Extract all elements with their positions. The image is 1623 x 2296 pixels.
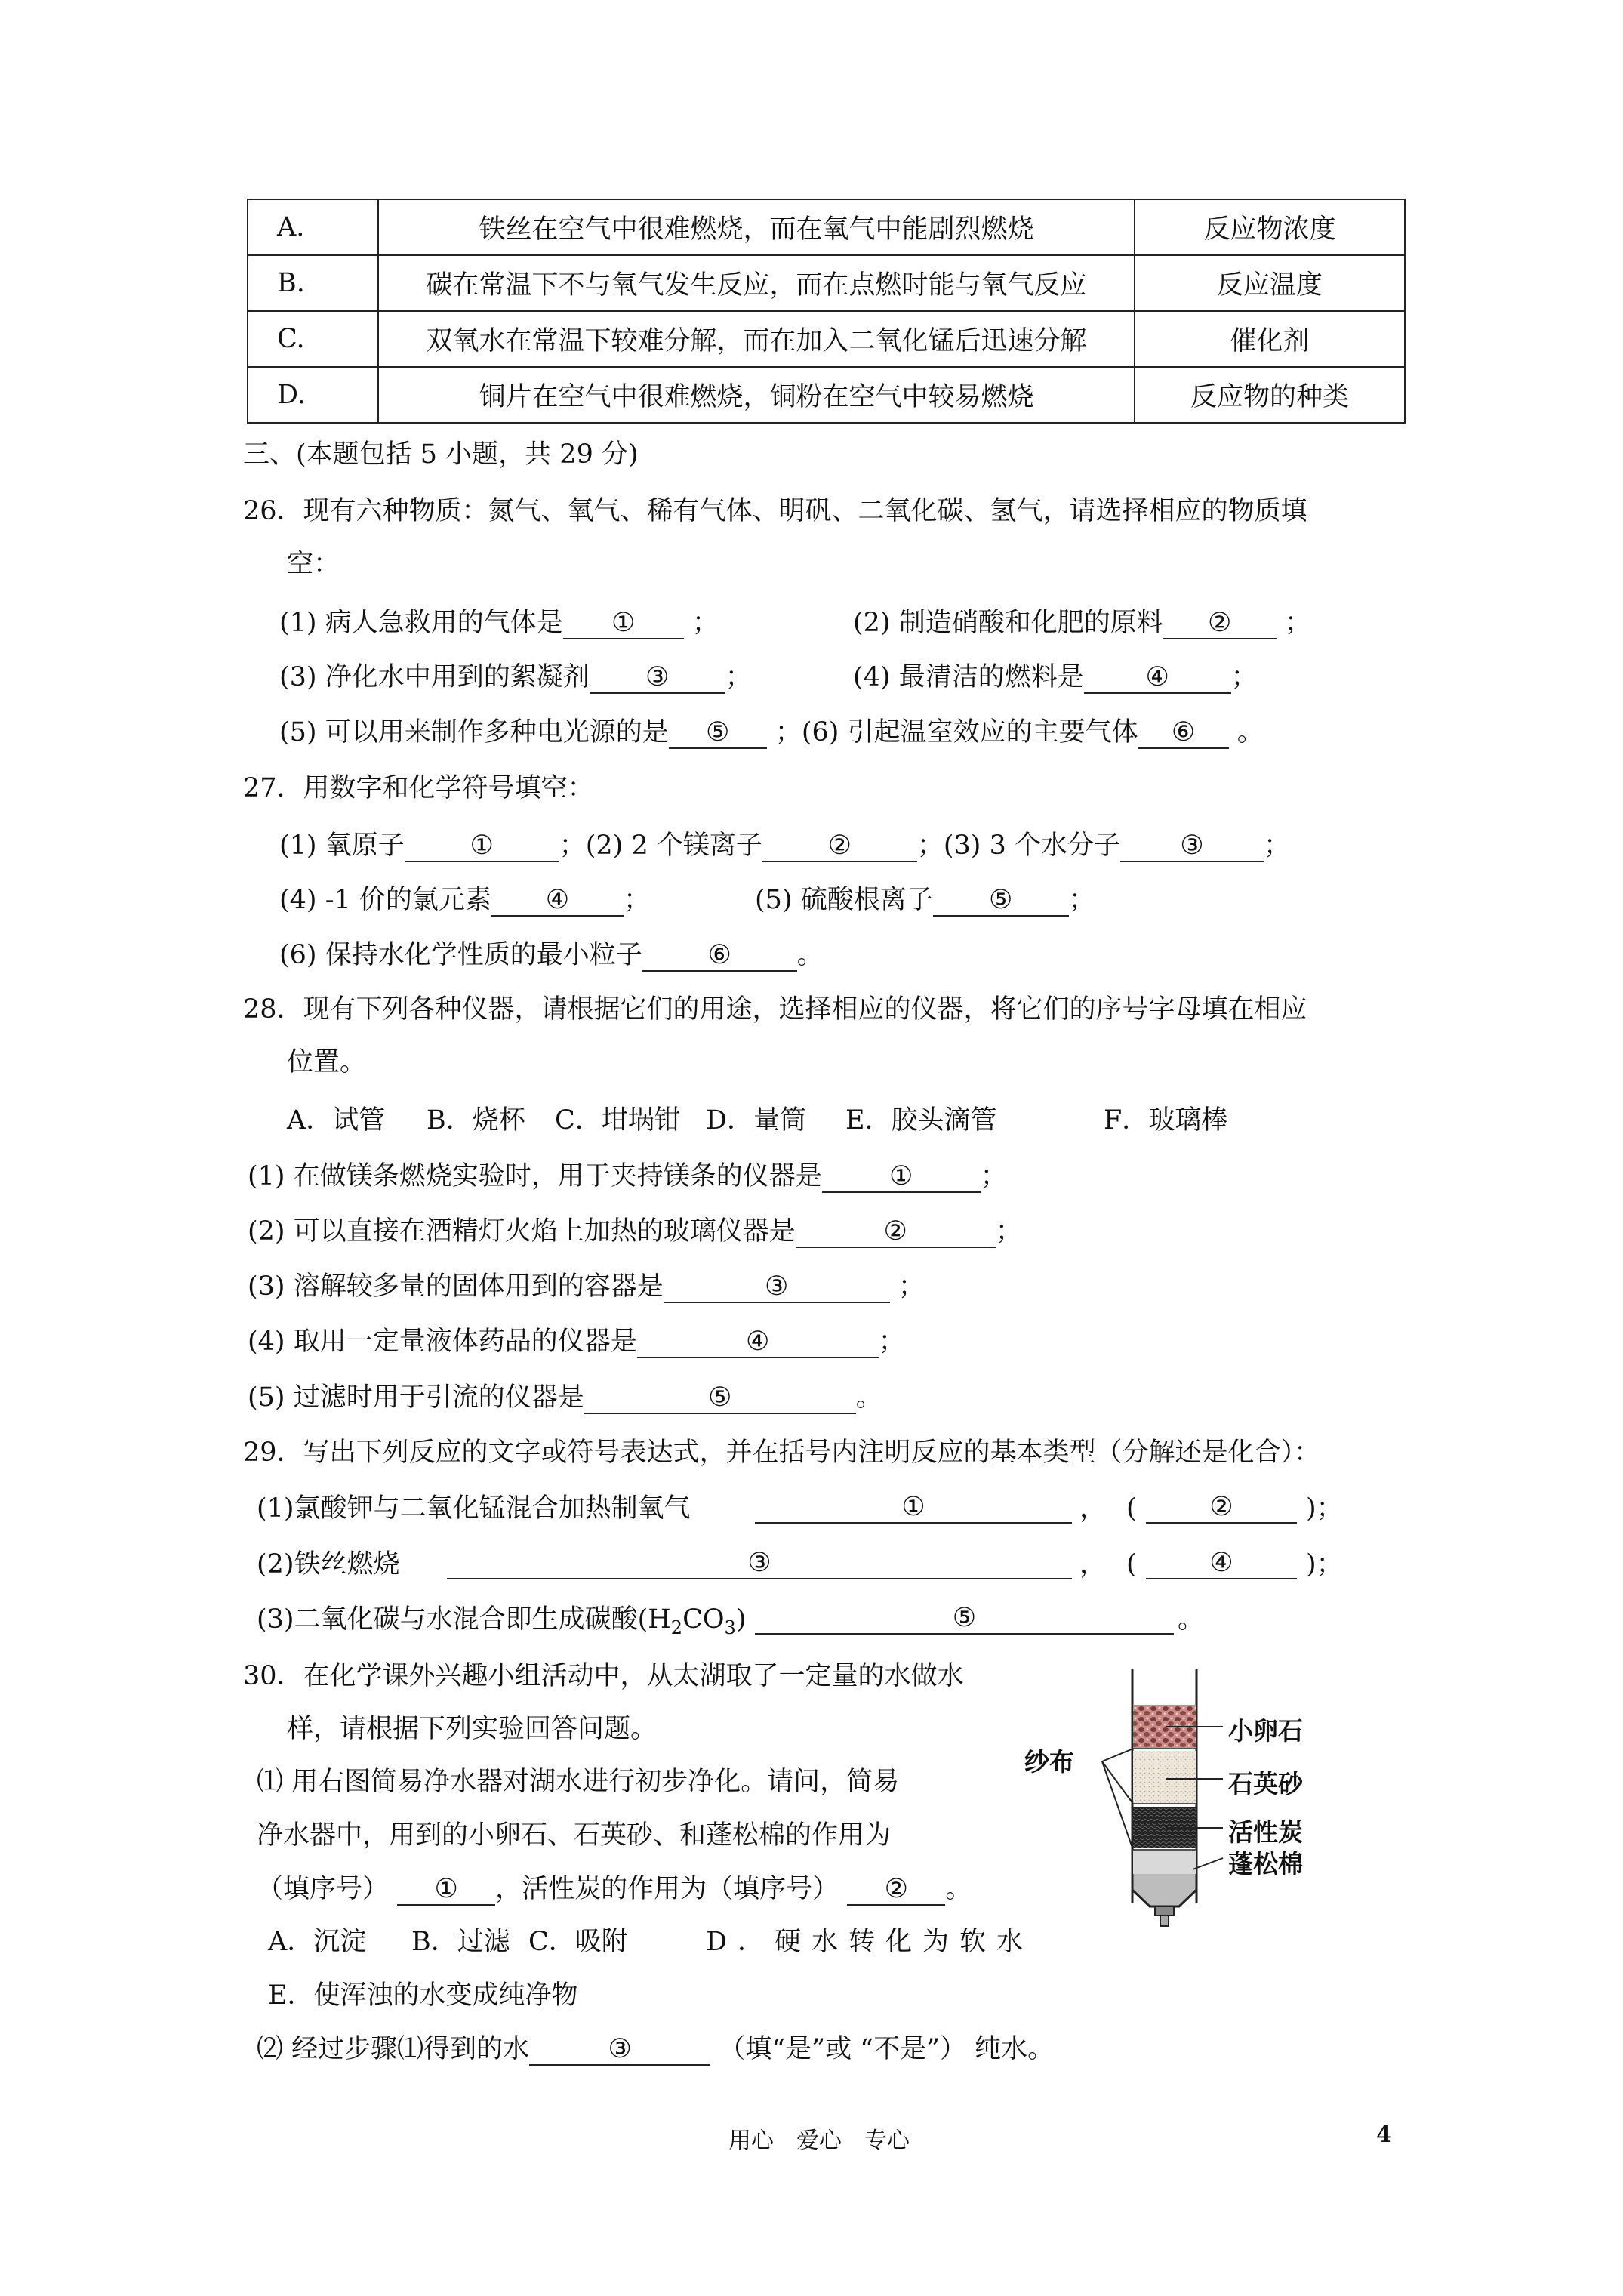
answer-blank[interactable]: ② [847, 1874, 945, 1906]
q26-item-1: (1) 病人急救用的气体是 ① ； [279, 608, 719, 638]
answer-blank[interactable]: ② [1163, 608, 1277, 639]
factor-table [247, 199, 1406, 424]
answer-blank[interactable]: ③ [664, 1271, 890, 1303]
q26-stem: 26．现有六种物质：氮气、氧气、稀有气体、明矾、二氧化碳、氢气，请选择相应的物质填 [243, 496, 1307, 526]
q30-option-a: A．沉淀 [268, 1927, 367, 1957]
answer-blank[interactable]: ⑤ [933, 885, 1069, 917]
q29-paren-open: ( [1126, 1549, 1137, 1579]
q30-part1-line1: ⑴ 用右图简易净水器对湖水进行初步净化。请问，简易 [257, 1767, 900, 1797]
q29-item-2: (2)铁丝燃烧 [257, 1549, 400, 1579]
label-pebble: 小卵石 [1228, 1716, 1303, 1746]
q30-option-b: B．过滤 [411, 1927, 510, 1957]
row-description: 铜片在空气中很难燃烧，铜粉在空气中较易燃烧 [378, 367, 1135, 423]
q29-end: 。 [1178, 1604, 1205, 1635]
row-factor: 催化剂 [1135, 311, 1405, 367]
answer-blank[interactable]: ① [755, 1492, 1072, 1524]
answer-blank[interactable]: ⑤ [755, 1603, 1174, 1635]
q28-stem: 28．现有下列各种仪器，请根据它们的用途，选择相应的仪器，将它们的序号字母填在相应 [243, 994, 1307, 1025]
q29-stem: 29．写出下列反应的文字或符号表达式，并在括号内注明反应的基本类型（分解还是化合）： [243, 1438, 1321, 1468]
row-description: 碳在常温下不与氧气发生反应，而在点燃时能与氧气反应 [378, 255, 1135, 311]
q26-item-5: (5) 可以用来制作多种电光源的是 ⑤ ；(6) 引起温室效应的主要气体 ⑥ 。 [279, 717, 1264, 747]
q28-item-5: (5) 过滤时用于引流的仪器是 ⑤ 。 [248, 1382, 882, 1413]
answer-blank[interactable]: ④ [637, 1327, 879, 1358]
q28-item-4: (4) 取用一定量液体药品的仪器是 ④ ； [248, 1327, 905, 1357]
answer-blank[interactable]: ② [796, 1216, 996, 1248]
q27-item-6: (6) 保持水化学性质的最小粒子 ⑥ 。 [279, 940, 824, 970]
water-filter-diagram [1024, 1663, 1310, 1931]
label-sand: 石英砂 [1228, 1769, 1303, 1798]
table-row [248, 255, 1405, 311]
q30-part2: ⑵ 经过步骤⑴得到的水 ③ （填“是”或 “不是”） 纯水。 [257, 2034, 1055, 2064]
q28-stem-cont: 位置。 [287, 1047, 367, 1077]
q26-item-2: (2) 制造硝酸和化肥的原料 ② ； [853, 608, 1311, 638]
chemical-formula: $(H_2CO_3)$ [637, 1604, 747, 1638]
q30-stem-cont: 样，请根据下列实验回答问题。 [287, 1714, 658, 1744]
q30-part1-line2: 净水器中，用到的小卵石、石英砂、和蓬松棉的作用为 [257, 1820, 892, 1851]
table-row [248, 367, 1405, 423]
q28-option-c: C．坩埚钳 [555, 1105, 681, 1136]
q29-comma: ， [1079, 1549, 1107, 1579]
label-cloth: 纱布 [1024, 1747, 1074, 1777]
answer-blank[interactable]: ③ [590, 662, 725, 694]
q30-option-e: E．使浑浊的水变成纯净物 [268, 1980, 578, 2011]
footer-motto: 用心 爱心 专心 [728, 2128, 910, 2154]
row-label: B. [248, 255, 378, 311]
answer-blank[interactable]: ⑥ [1138, 717, 1229, 749]
answer-blank[interactable]: ④ [1146, 1548, 1297, 1579]
q27-item-5: (5) 硫酸根离子 ⑤ ； [755, 885, 1095, 915]
q26-stem-cont: 空： [287, 549, 340, 579]
row-factor: 反应物的种类 [1135, 367, 1405, 423]
q30-part1-line3: （填序号） ① ，活性炭的作用为（填序号） ② 。 [257, 1874, 972, 1904]
q30-option-c: C．吸附 [528, 1927, 628, 1957]
section-heading: 三、(本题包括 5 小题，共 29 分) [243, 439, 639, 470]
row-label: A. [248, 199, 378, 255]
q28-option-e: E．胶头滴管 [845, 1105, 997, 1136]
q28-item-1: (1) 在做镁条燃烧实验时，用于夹持镁条的仪器是 ① ； [248, 1161, 1007, 1191]
answer-blank[interactable]: ① [405, 831, 559, 862]
row-description: 铁丝在空气中很难燃烧，而在氧气中能剧烈燃烧 [378, 199, 1135, 255]
answer-blank[interactable]: ⑤ [669, 717, 767, 749]
answer-blank[interactable]: ① [563, 608, 684, 639]
q26-item-4: (4) 最清洁的燃料是 ④ ； [853, 662, 1258, 692]
q27-row-1: (1) 氧原子 ① ；(2) 2 个镁离子 ② ；(3) 3 个水分子 ③ ； [279, 831, 1290, 861]
q28-option-a: A．试管 [287, 1105, 386, 1136]
answer-blank[interactable]: ② [762, 831, 917, 862]
q28-option-b: B．烧杯 [427, 1105, 525, 1136]
row-factor: 反应物浓度 [1135, 199, 1405, 255]
q29-item-1: (1)氯酸钾与二氧化锰混合加热制氧气 [257, 1493, 691, 1524]
q28-item-2: (2) 可以直接在酒精灯火焰上加热的玻璃仪器是 ② ； [248, 1216, 1022, 1247]
answer-blank[interactable]: ① [822, 1161, 981, 1193]
q29-paren-close: )； [1306, 1549, 1343, 1579]
row-label: D. [248, 367, 378, 423]
answer-blank[interactable]: ② [1146, 1492, 1297, 1524]
q29-paren-close: )； [1306, 1493, 1343, 1524]
q28-option-d: D．量筒 [706, 1105, 807, 1136]
answer-blank[interactable]: ③ [1120, 831, 1264, 862]
answer-blank[interactable]: ⑤ [584, 1382, 856, 1414]
answer-blank[interactable]: ① [397, 1874, 495, 1906]
table-row [248, 199, 1405, 255]
q30-stem: 30．在化学课外兴趣小组活动中，从太湖取了一定量的水做水 [243, 1661, 964, 1691]
answer-blank[interactable]: ③ [529, 2034, 710, 2066]
label-cotton: 蓬松棉 [1228, 1849, 1303, 1878]
q29-comma: ， [1079, 1493, 1107, 1524]
row-description: 双氧水在常温下较难分解，而在加入二氧化锰后迅速分解 [378, 311, 1135, 367]
table-row [248, 311, 1405, 367]
answer-blank[interactable]: ⑥ [642, 940, 797, 972]
row-factor: 反应温度 [1135, 255, 1405, 311]
answer-blank[interactable]: ③ [447, 1548, 1072, 1579]
q28-option-f: F．玻璃棒 [1104, 1105, 1228, 1136]
q29-paren-open: ( [1126, 1493, 1137, 1524]
answer-blank[interactable]: ④ [491, 885, 624, 917]
row-label: C. [248, 311, 378, 367]
q28-item-3: (3) 溶解较多量的固体用到的容器是 ③ ； [248, 1271, 925, 1302]
label-carbon: 活性炭 [1228, 1817, 1303, 1847]
q27-stem: 27．用数字和化学符号填空： [243, 773, 594, 803]
page-number: 4 [1376, 2122, 1392, 2148]
q27-item-4: (4) -1 价的氯元素 ④ ； [279, 885, 650, 915]
answer-blank[interactable]: ④ [1084, 662, 1231, 694]
q30-option-d: D．硬水转化为软水 [706, 1927, 1034, 1957]
q29-item-3: (3)二氧化碳与水混合即生成碳酸$(H_2CO_3)$ [257, 1604, 747, 1638]
q26-item-3: (3) 净化水中用到的絮凝剂 ③ ； [279, 662, 752, 692]
